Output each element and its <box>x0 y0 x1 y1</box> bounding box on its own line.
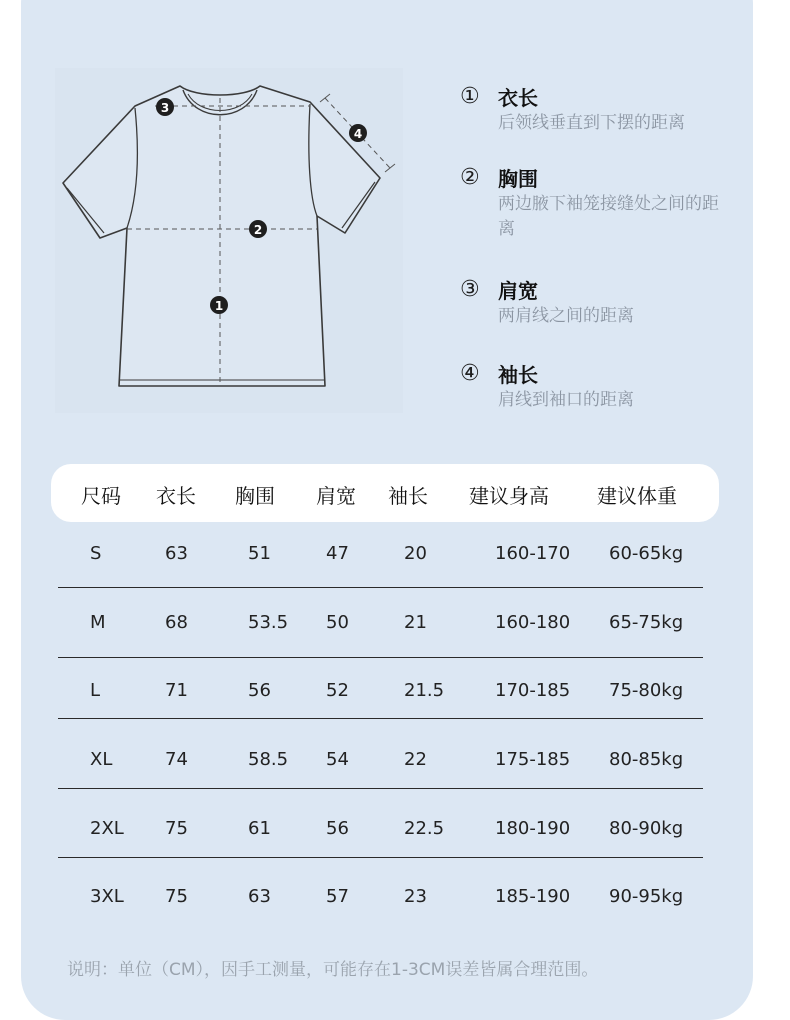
cell-weight: 60-65kg <box>609 543 684 564</box>
cell-size: L <box>90 680 101 701</box>
header-size: 尺码 <box>81 484 121 508</box>
legend-number: ① <box>460 83 480 109</box>
svg-text:4: 4 <box>353 127 363 141</box>
legend-title: 胸围 <box>498 166 538 191</box>
size-table-header <box>51 464 719 522</box>
marker-2 <box>249 220 267 238</box>
cell-size: XL <box>90 749 113 770</box>
legend-number: ② <box>460 164 480 190</box>
measurement-note: 说明：单位（CM），因手工测量，可能存在1-3CM误差皆属合理范围。 <box>67 960 599 980</box>
cell-length: 74 <box>165 749 188 770</box>
cell-weight: 65-75kg <box>609 612 684 633</box>
row-divider <box>58 657 703 658</box>
header-weight: 建议体重 <box>597 484 677 508</box>
legend-description: 两肩线之间的距离 <box>498 306 634 326</box>
legend-title: 衣长 <box>498 85 538 110</box>
header-sleeve: 袖长 <box>388 484 428 508</box>
cell-length: 71 <box>165 680 188 701</box>
cell-sleeve: 21.5 <box>404 680 445 701</box>
cell-length: 75 <box>165 818 188 839</box>
cell-chest: 53.5 <box>248 612 289 633</box>
cell-shoulder: 56 <box>326 818 349 839</box>
row-divider <box>58 788 703 789</box>
cell-height: 170-185 <box>495 680 571 701</box>
cell-weight: 80-85kg <box>609 749 684 770</box>
cell-chest: 51 <box>248 543 271 564</box>
legend-description: 后领线垂直到下摆的距离 <box>498 113 685 133</box>
cell-shoulder: 47 <box>326 543 349 564</box>
cell-length: 68 <box>165 612 188 633</box>
cell-chest: 58.5 <box>248 749 289 770</box>
legend-description: 肩线到袖口的距离 <box>498 390 634 410</box>
legend-item-sleeve <box>460 358 728 413</box>
marker-4 <box>349 124 367 142</box>
header-chest: 胸围 <box>235 484 275 508</box>
cell-chest: 61 <box>248 818 271 839</box>
cell-shoulder: 54 <box>326 749 349 770</box>
cell-weight: 90-95kg <box>609 886 684 907</box>
legend-number: ③ <box>460 276 480 302</box>
legend-title: 肩宽 <box>498 278 538 303</box>
tshirt-diagram <box>55 68 403 413</box>
marker-3 <box>156 98 174 116</box>
svg-text:2: 2 <box>253 223 263 237</box>
cell-sleeve: 22 <box>404 749 427 770</box>
legend-item-chest <box>460 162 728 242</box>
cell-size: 3XL <box>90 886 124 907</box>
row-divider <box>58 857 703 858</box>
header-height: 建议身高 <box>469 484 549 508</box>
cell-shoulder: 50 <box>326 612 349 633</box>
cell-sleeve: 20 <box>404 543 427 564</box>
cell-length: 75 <box>165 886 188 907</box>
cell-height: 160-180 <box>495 612 571 633</box>
cell-chest: 56 <box>248 680 271 701</box>
cell-sleeve: 21 <box>404 612 427 633</box>
cell-shoulder: 57 <box>326 886 349 907</box>
cell-height: 160-170 <box>495 543 571 564</box>
tshirt-illustration <box>55 68 403 413</box>
cell-weight: 80-90kg <box>609 818 684 839</box>
cell-height: 175-185 <box>495 749 571 770</box>
svg-text:3: 3 <box>160 101 170 115</box>
cell-shoulder: 52 <box>326 680 349 701</box>
header-length: 衣长 <box>156 484 196 508</box>
cell-weight: 75-80kg <box>609 680 684 701</box>
legend-number: ④ <box>460 360 480 386</box>
cell-height: 180-190 <box>495 818 571 839</box>
cell-chest: 63 <box>248 886 271 907</box>
cell-size: S <box>90 543 102 564</box>
cell-size: 2XL <box>90 818 124 839</box>
cell-size: M <box>90 612 106 633</box>
legend-item-length <box>460 81 728 136</box>
cell-sleeve: 22.5 <box>404 818 445 839</box>
legend-title: 袖长 <box>498 362 538 387</box>
cell-sleeve: 23 <box>404 886 427 907</box>
header-shoulder: 肩宽 <box>316 484 356 508</box>
legend-item-shoulder <box>460 274 728 329</box>
row-divider <box>58 718 703 719</box>
marker-1 <box>210 296 228 314</box>
cell-height: 185-190 <box>495 886 571 907</box>
svg-text:1: 1 <box>214 299 224 313</box>
cell-length: 63 <box>165 543 188 564</box>
legend-description: 两边腋下袖笼接缝处之间的距离 <box>498 194 719 239</box>
row-divider <box>58 587 703 588</box>
